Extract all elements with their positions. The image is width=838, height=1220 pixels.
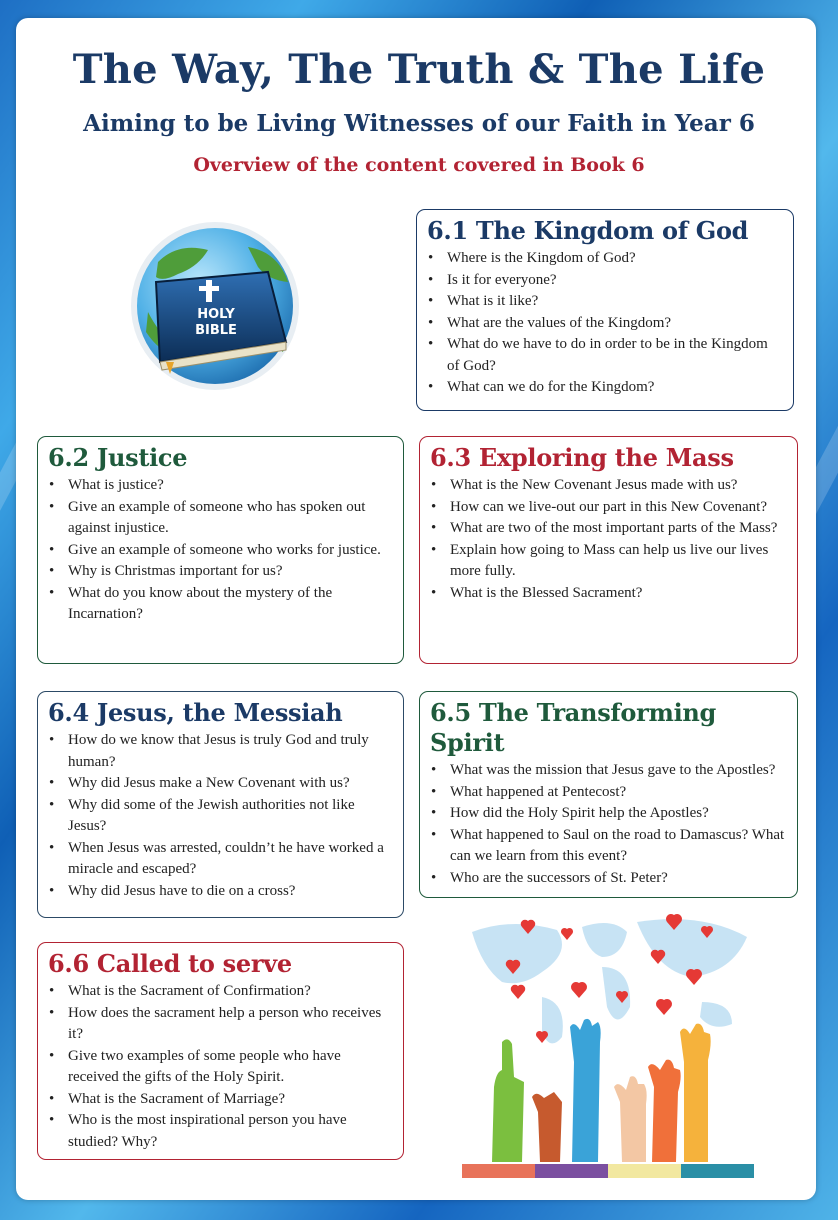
holy-bible-globe-icon: [118, 222, 316, 392]
section-justice: [37, 436, 404, 664]
section-heading: 6.1 The Kingdom of God: [427, 216, 749, 245]
list-item: • How do we know that Jesus is truly God and truly human?: [68, 730, 393, 773]
question-list: [430, 760, 787, 889]
page-subtitle: Aiming to be Living Witnesses of our Faith in Year 6: [83, 110, 755, 137]
section-jesus-the-messiah: [37, 691, 404, 918]
list-item: • What happened at Pentecost?: [450, 782, 787, 804]
list-item: • What do you know about the mystery of the Incarnation?: [68, 583, 393, 626]
bible-text-bible: BIBLE: [195, 323, 237, 338]
section-heading: 6.6 Called to serve: [48, 949, 292, 978]
section-heading: 6.4 Jesus, the Messiah: [48, 698, 343, 727]
section-kingdom-of-god: [416, 209, 794, 411]
list-item: • What are the values of the Kingdom?: [447, 313, 783, 335]
list-item: • What is it like?: [447, 291, 783, 313]
question-list: [48, 981, 393, 1153]
question-list: [430, 475, 787, 604]
list-item: • Give an example of someone who has spoken out against injustice.: [68, 497, 393, 540]
list-item: • How did the Holy Spirit help the Apostles?: [450, 803, 787, 825]
list-item: • What happened to Saul on the road to Damascus? What can we learn from this event?: [450, 825, 787, 868]
list-item: • Why did some of the Jewish authorities not like Jesus?: [68, 795, 393, 838]
section-heading: 6.2 Justice: [48, 443, 188, 472]
section-heading: 6.3 Exploring the Mass: [430, 443, 734, 472]
question-list: [48, 475, 393, 626]
list-item: • What is the Sacrament of Marriage?: [68, 1089, 393, 1111]
section-called-to-serve: [37, 942, 404, 1160]
list-item: • How does the sacrament help a person who receives it?: [68, 1003, 393, 1046]
list-item: • What is the New Covenant Jesus made with us?: [450, 475, 787, 497]
list-item: • Give an example of someone who works for justice.: [68, 540, 393, 562]
list-item: • What is justice?: [68, 475, 393, 497]
list-item: • Who are the successors of St. Peter?: [450, 868, 787, 890]
list-item: • Why is Christmas important for us?: [68, 561, 393, 583]
overview-heading: Overview of the content covered in Book 6: [193, 154, 645, 176]
list-item: • Explain how going to Mass can help us live our lives more fully.: [450, 540, 787, 583]
list-item: • How can we live-out our part in this New Covenant?: [450, 497, 787, 519]
list-item: • When Jesus was arrested, couldn’t he have worked a miracle and escaped?: [68, 838, 393, 881]
list-item: • What is the Sacrament of Confirmation?: [68, 981, 393, 1003]
list-item: • What can we do for the Kingdom?: [447, 377, 783, 399]
hands-hearts-world-map-icon: [462, 912, 754, 1182]
list-item: • Give two examples of some people who have received the gifts of the Holy Spirit.: [68, 1046, 393, 1089]
section-exploring-the-mass: [419, 436, 798, 664]
list-item: • Is it for everyone?: [447, 270, 783, 292]
bible-text-holy: HOLY: [197, 307, 235, 322]
list-item: • Where is the Kingdom of God?: [447, 248, 783, 270]
question-list: [48, 730, 393, 902]
list-item: • What is the Blessed Sacrament?: [450, 583, 787, 605]
list-item: • What was the mission that Jesus gave to the Apostles?: [450, 760, 787, 782]
list-item: • Why did Jesus make a New Covenant with us?: [68, 773, 393, 795]
section-transforming-spirit: [419, 691, 798, 898]
list-item: • What are two of the most important parts of the Mass?: [450, 518, 787, 540]
question-list: [427, 248, 783, 399]
list-item: • What do we have to do in order to be in the Kingdom of God?: [447, 334, 783, 377]
list-item: • Why did Jesus have to die on a cross?: [68, 881, 393, 903]
page-title: The Way, The Truth & The Life: [72, 46, 766, 93]
section-heading: 6.5 The Transforming Spirit: [430, 698, 717, 757]
list-item: • Who is the most inspirational person you have studied? Why?: [68, 1110, 393, 1153]
